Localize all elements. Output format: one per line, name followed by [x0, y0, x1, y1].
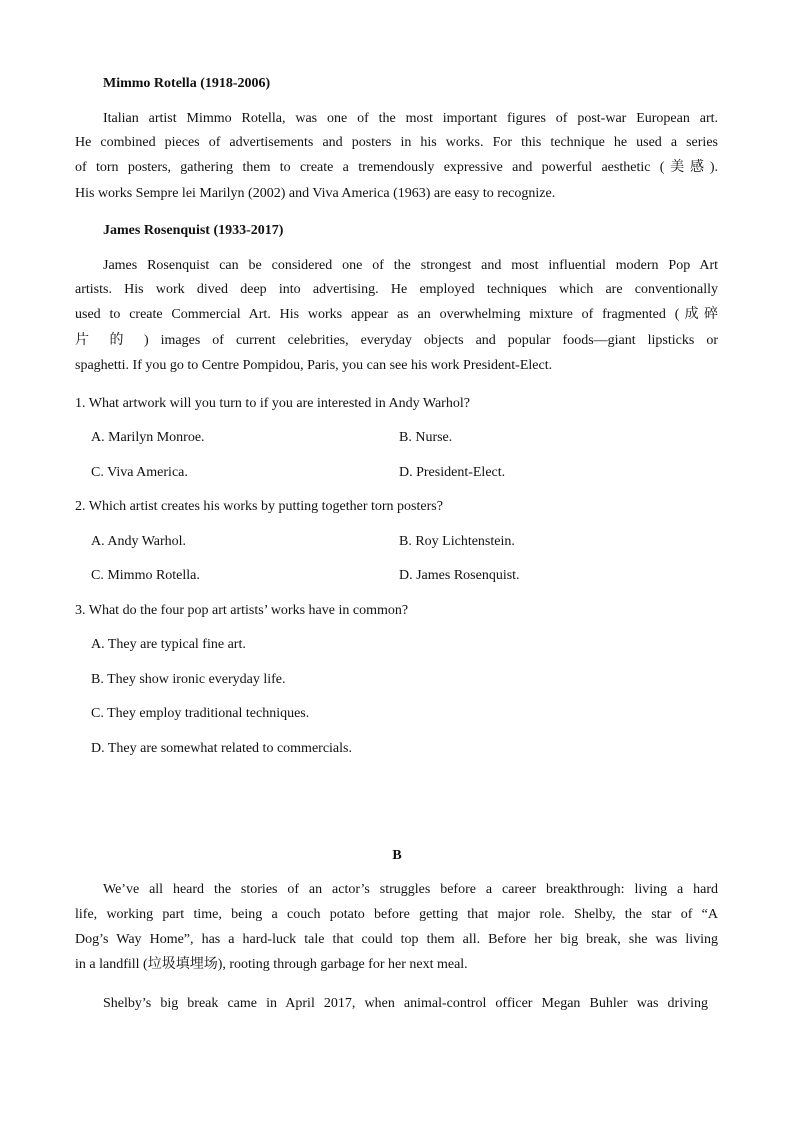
question-3-option-a[interactable]: A. They are typical fine art. — [91, 637, 246, 652]
section-b-label: B — [392, 848, 402, 863]
rotella-heading: Mimmo Rotella (1918-2006) — [103, 76, 271, 91]
question-1-option-d[interactable]: D. President-Elect. — [399, 465, 506, 480]
question-3-option-b[interactable]: B. They show ironic everyday life. — [91, 672, 286, 687]
rosenquist-heading: James Rosenquist (1933-2017) — [103, 223, 284, 238]
question-2-option-a[interactable]: A. Andy Warhol. — [91, 534, 187, 549]
rotella-paragraph-line-1: Italian artist Mimmo Rotella, was one of the most important figures of post-war European art. — [103, 111, 718, 126]
section-b-paragraph-1-line-3: Dog’s Way Home”, has a hard-luck tale that could top them all. Before her big break, she was living — [75, 932, 718, 947]
rotella-paragraph-line-2: He combined pieces of advertisements and posters in his works. For this technique he used a series — [75, 135, 718, 150]
question-2-option-b[interactable]: B. Roy Lichtenstein. — [399, 534, 515, 549]
rosenquist-paragraph-line-5: spaghetti. If you go to Centre Pompidou, Paris, you can see his work President-Elect. — [75, 358, 553, 373]
question-3-option-d[interactable]: D. They are somewhat related to commercials. — [91, 741, 352, 756]
rosenquist-paragraph-line-2: artists. His work dived deep into advertising. He employed techniques which are conventionally — [75, 282, 718, 297]
section-b-paragraph-1-line-4: in a landfill (垃圾填埋场), rooting through garbage for her next meal. — [75, 957, 468, 972]
question-1-option-c[interactable]: C. Viva America. — [91, 465, 188, 480]
question-1-option-a[interactable]: A. Marilyn Monroe. — [91, 430, 205, 445]
section-b-paragraph-2-line-1: Shelby’s big break came in April 2017, when animal-control officer Megan Buhler was driving — [103, 996, 708, 1011]
question-1-stem: 1. What artwork will you turn to if you are interested in Andy Warhol? — [75, 396, 470, 411]
rosenquist-paragraph-line-4: 片 的 ) images of current celebrities, everyday objects and popular foods—giant lipsticks or — [75, 333, 718, 348]
question-2-option-d[interactable]: D. James Rosenquist. — [399, 568, 520, 583]
rosenquist-paragraph-line-1: James Rosenquist can be considered one of the strongest and most influential modern Pop Art — [103, 258, 718, 273]
question-3-stem: 3. What do the four pop art artists’ works have in common? — [75, 603, 409, 618]
question-2-stem: 2. Which artist creates his works by putting together torn posters? — [75, 499, 443, 514]
section-b-paragraph-1-line-1: We’ve all heard the stories of an actor’s struggles before a career breakthrough: living a hard — [103, 882, 718, 897]
question-1-option-b[interactable]: B. Nurse. — [399, 430, 453, 445]
rotella-paragraph-line-3: of torn posters, gathering them to create a tremendously expressive and powerful aesthetic (美感). — [75, 160, 718, 175]
rosenquist-paragraph-line-3: used to create Commercial Art. His works appear as an overwhelming mixture of fragmented (成碎 — [75, 307, 718, 322]
section-b-paragraph-1-line-2: life, working part time, being a couch potato before getting that major role. Shelby, the star of “A — [75, 907, 718, 922]
rotella-paragraph-line-4: His works Sempre lei Marilyn (2002) and Viva America (1963) are easy to recognize. — [75, 186, 556, 201]
question-3-option-c[interactable]: C. They employ traditional techniques. — [91, 706, 310, 721]
question-2-option-c[interactable]: C. Mimmo Rotella. — [91, 568, 200, 583]
